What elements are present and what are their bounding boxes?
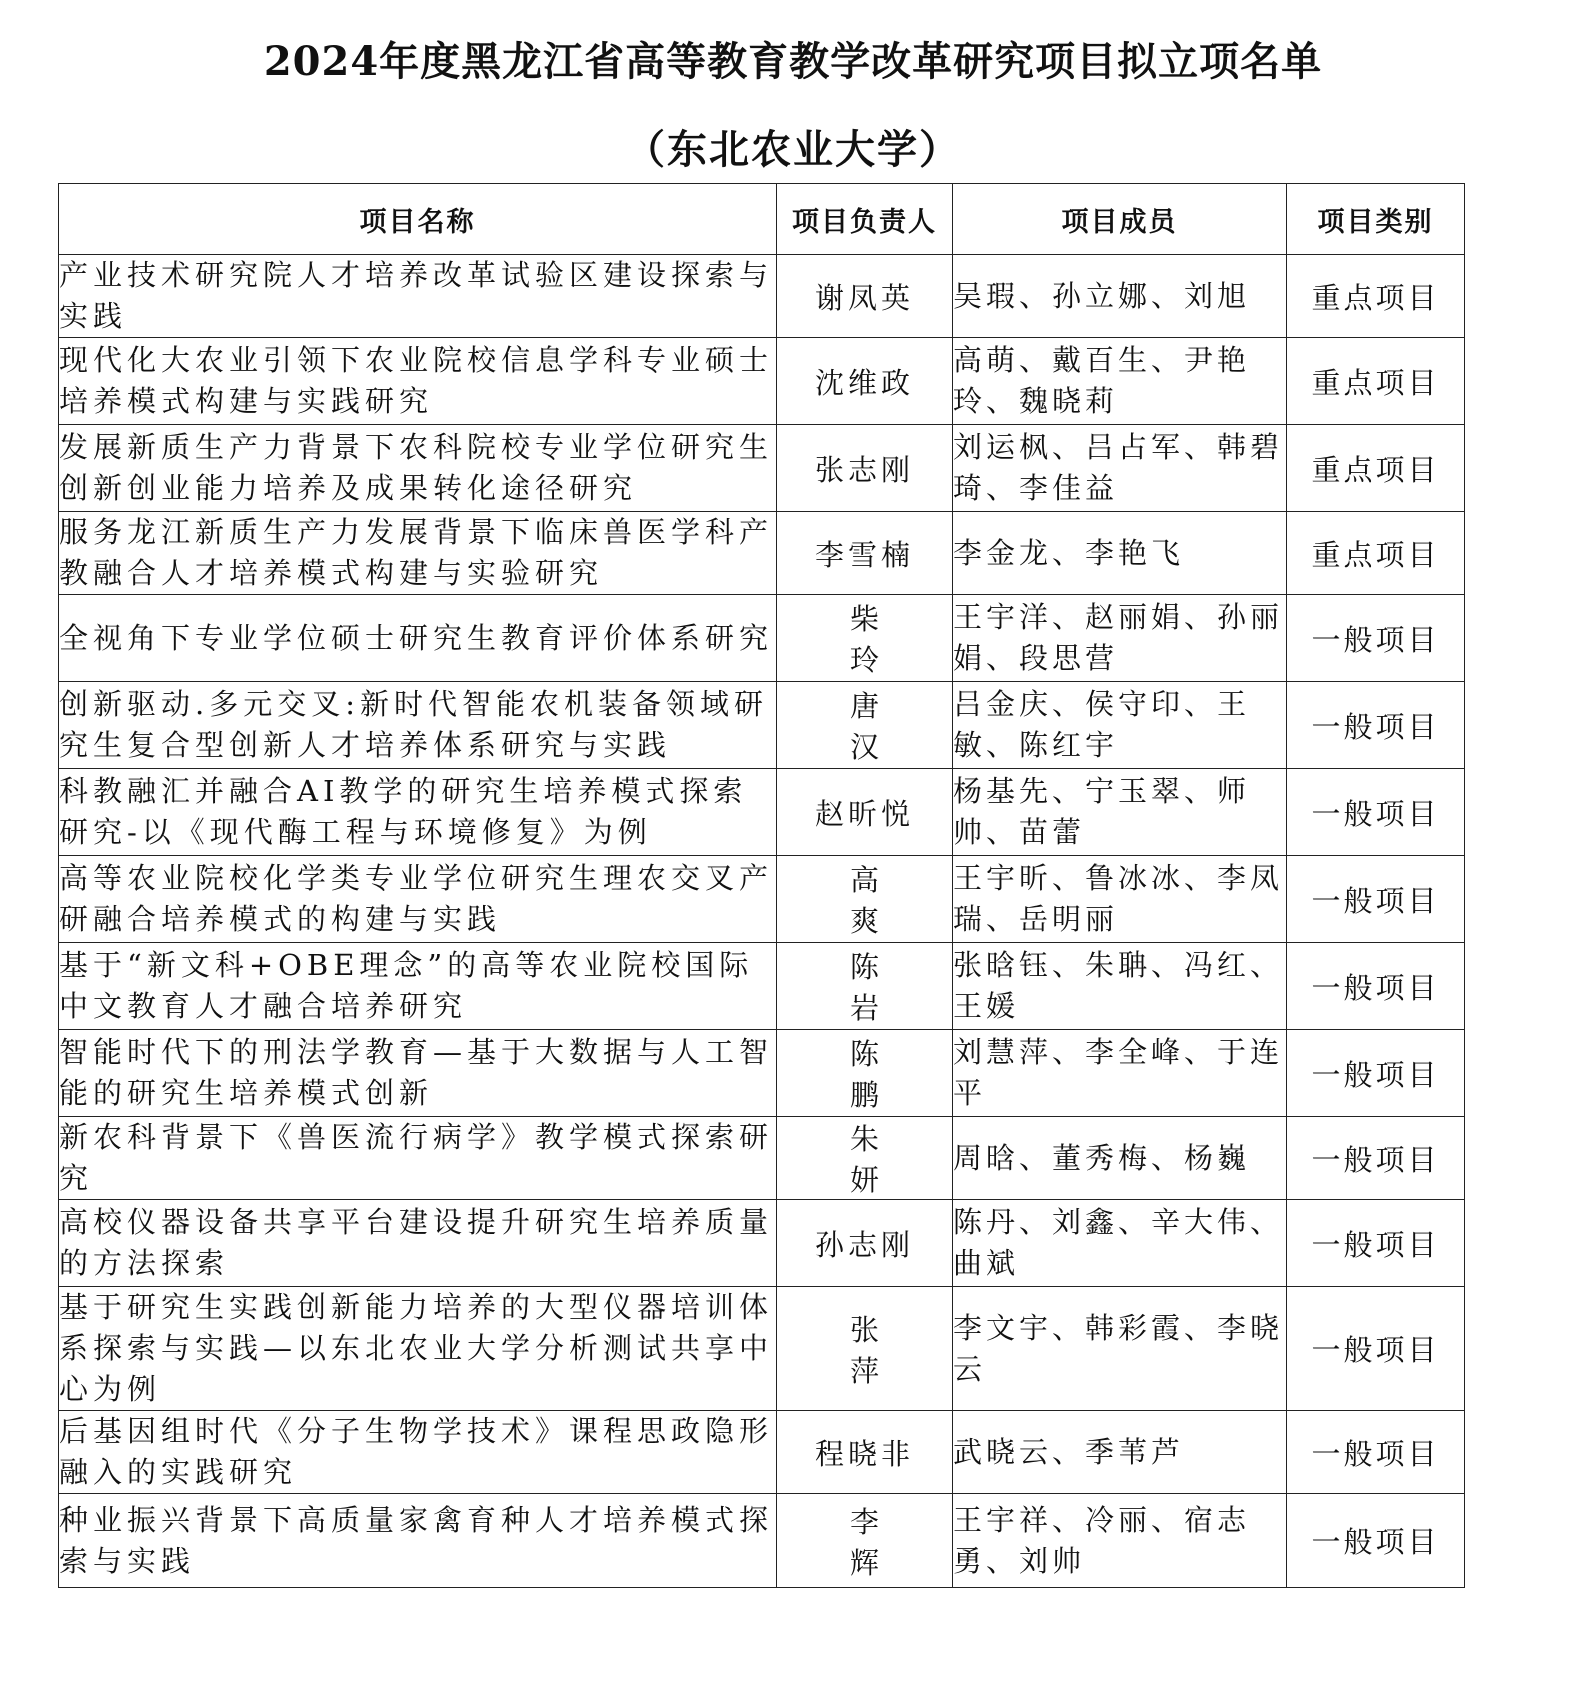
project-members: 周晗、董秀梅、杨巍 — [953, 1117, 1287, 1200]
project-leader: 李辉 — [777, 1494, 953, 1588]
page-subtitle: （东北农业大学） — [625, 126, 961, 173]
table-row — [59, 682, 1465, 769]
project-type: 重点项目 — [1287, 425, 1465, 512]
header-project-leader: 项目负责人 — [777, 184, 953, 255]
project-name: 新农科背景下《兽医流行病学》教学模式探索研究 — [59, 1117, 777, 1200]
project-type: 一般项目 — [1287, 1200, 1465, 1287]
project-type: 一般项目 — [1287, 943, 1465, 1030]
project-type: 一般项目 — [1287, 1117, 1465, 1200]
project-members: 吕金庆、侯守印、王敏、陈红宇 — [953, 682, 1287, 769]
table-row — [59, 255, 1465, 338]
table-row — [59, 425, 1465, 512]
project-name: 科教融汇并融合AI教学的研究生培养模式探索研究-以《现代酶工程与环境修复》为例 — [59, 769, 777, 856]
project-type: 重点项目 — [1287, 255, 1465, 338]
project-name: 基于“新文科+OBE理念”的高等农业院校国际中文教育人才融合培养研究 — [59, 943, 777, 1030]
table-row — [59, 1030, 1465, 1117]
project-type: 一般项目 — [1287, 856, 1465, 943]
project-members: 王宇昕、鲁冰冰、李凤瑞、岳明丽 — [953, 856, 1287, 943]
project-leader: 孙志刚 — [777, 1200, 953, 1287]
header-project-name: 项目名称 — [59, 184, 777, 255]
project-members: 李金龙、李艳飞 — [953, 512, 1287, 595]
project-leader: 沈维政 — [777, 338, 953, 425]
table-row — [59, 1287, 1465, 1411]
project-leader: 张萍 — [777, 1287, 953, 1411]
project-name: 后基因组时代《分子生物学技术》课程思政隐形融入的实践研究 — [59, 1411, 777, 1494]
project-name: 服务龙江新质生产力发展背景下临床兽医学科产教融合人才培养模式构建与实验研究 — [59, 512, 777, 595]
project-name: 基于研究生实践创新能力培养的大型仪器培训体系探索与实践—以东北农业大学分析测试共享中心为例 — [59, 1287, 777, 1411]
project-leader: 陈岩 — [777, 943, 953, 1030]
project-members: 高萌、戴百生、尹艳玲、魏晓莉 — [953, 338, 1287, 425]
project-leader: 唐汉 — [777, 682, 953, 769]
project-members: 陈丹、刘鑫、辛大伟、曲斌 — [953, 1200, 1287, 1287]
page-title: 2024年度黑龙江省高等教育教学改革研究项目拟立项名单 — [263, 38, 1323, 85]
project-members: 李文宇、韩彩霞、李晓云 — [953, 1287, 1287, 1411]
project-leader: 赵昕悦 — [777, 769, 953, 856]
table-row — [59, 856, 1465, 943]
table-row — [59, 1411, 1465, 1494]
project-name: 发展新质生产力背景下农科院校专业学位研究生创新创业能力培养及成果转化途径研究 — [59, 425, 777, 512]
project-name: 种业振兴背景下高质量家禽育种人才培养模式探索与实践 — [59, 1494, 777, 1588]
project-name: 高校仪器设备共享平台建设提升研究生培养质量的方法探索 — [59, 1200, 777, 1287]
table-header-row — [59, 184, 1465, 255]
table-row — [59, 338, 1465, 425]
project-members: 张晗钰、朱聃、冯红、王媛 — [953, 943, 1287, 1030]
table-row — [59, 769, 1465, 856]
project-type: 重点项目 — [1287, 338, 1465, 425]
project-leader: 张志刚 — [777, 425, 953, 512]
header-project-type: 项目类别 — [1287, 184, 1465, 255]
project-name: 全视角下专业学位硕士研究生教育评价体系研究 — [59, 595, 777, 682]
table-row — [59, 1200, 1465, 1287]
project-members: 王宇洋、赵丽娟、孙丽娟、段思营 — [953, 595, 1287, 682]
project-type: 一般项目 — [1287, 682, 1465, 769]
project-leader: 朱妍 — [777, 1117, 953, 1200]
project-table — [58, 183, 1465, 1588]
project-type: 一般项目 — [1287, 1494, 1465, 1588]
project-name: 智能时代下的刑法学教育—基于大数据与人工智能的研究生培养模式创新 — [59, 1030, 777, 1117]
project-name: 高等农业院校化学类专业学位研究生理农交叉产研融合培养模式的构建与实践 — [59, 856, 777, 943]
project-leader: 陈鹏 — [777, 1030, 953, 1117]
project-type: 一般项目 — [1287, 1411, 1465, 1494]
project-members: 王宇祥、冷丽、宿志勇、刘帅 — [953, 1494, 1287, 1588]
project-name: 产业技术研究院人才培养改革试验区建设探索与实践 — [59, 255, 777, 338]
table-row — [59, 1117, 1465, 1200]
project-leader: 李雪楠 — [777, 512, 953, 595]
project-leader: 高爽 — [777, 856, 953, 943]
project-leader: 谢凤英 — [777, 255, 953, 338]
project-name: 现代化大农业引领下农业院校信息学科专业硕士培养模式构建与实践研究 — [59, 338, 777, 425]
table-row — [59, 595, 1465, 682]
project-members: 吴瑕、孙立娜、刘旭 — [953, 255, 1287, 338]
project-members: 刘慧萍、李全峰、于连平 — [953, 1030, 1287, 1117]
project-leader: 程晓非 — [777, 1411, 953, 1494]
table-row — [59, 943, 1465, 1030]
project-type: 重点项目 — [1287, 512, 1465, 595]
project-members: 武晓云、季苇芦 — [953, 1411, 1287, 1494]
project-type: 一般项目 — [1287, 1030, 1465, 1117]
project-type: 一般项目 — [1287, 595, 1465, 682]
header-project-members: 项目成员 — [953, 184, 1287, 255]
project-members: 杨基先、宁玉翠、师帅、苗蕾 — [953, 769, 1287, 856]
project-type: 一般项目 — [1287, 1287, 1465, 1411]
table-row — [59, 512, 1465, 595]
project-name: 创新驱动.多元交叉:新时代智能农机装备领域研究生复合型创新人才培养体系研究与实践 — [59, 682, 777, 769]
project-members: 刘运枫、吕占军、韩碧琦、李佳益 — [953, 425, 1287, 512]
project-leader: 柴玲 — [777, 595, 953, 682]
table-row — [59, 1494, 1465, 1588]
project-type: 一般项目 — [1287, 769, 1465, 856]
